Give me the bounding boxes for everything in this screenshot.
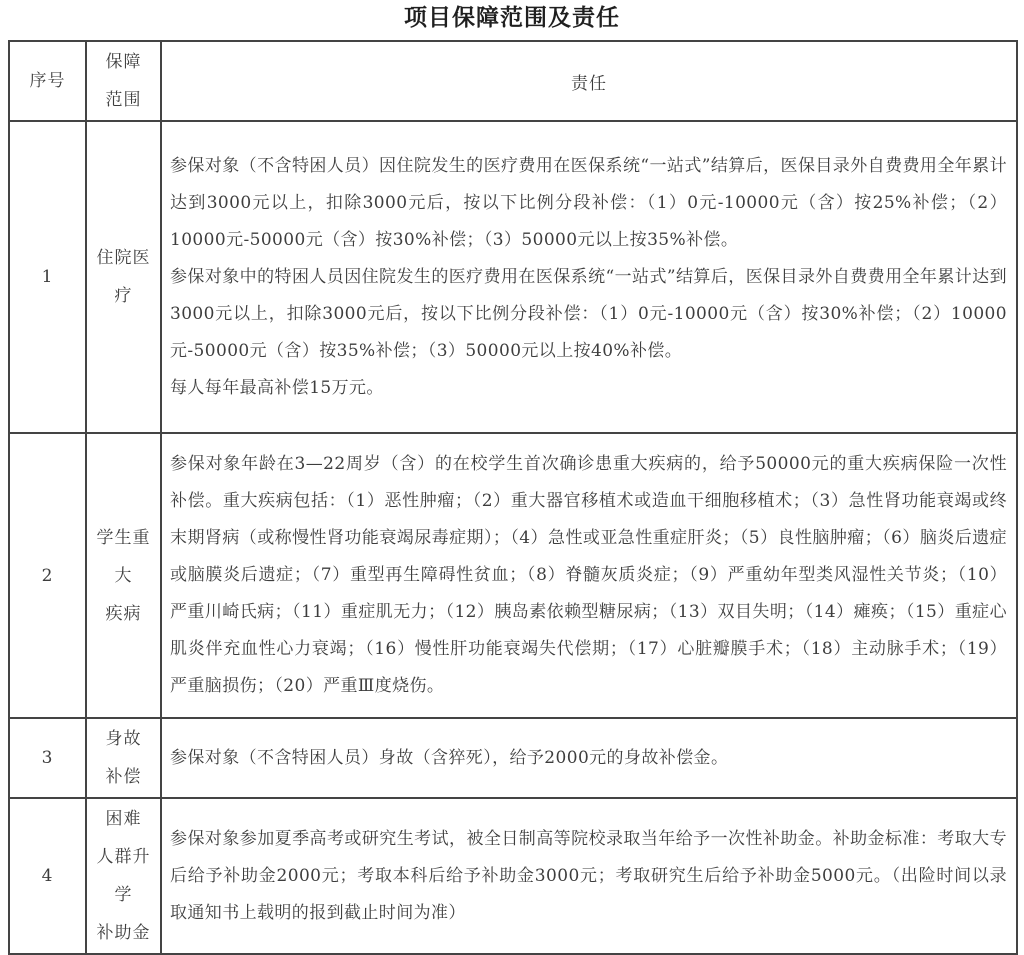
- seq-cell: [9, 433, 86, 718]
- responsibility-paragraph: 参保对象年龄在3—22周岁（含）的在校学生首次确诊患重大疾病的，给予50000元的重大疾病保险一次性补偿。重大疾病包括：（1）恶性肿瘤；（2）重大器官移植术或造血干细胞移植术；（3）急性肾功能衰竭或终末期肾病（或称慢性肾功能衰竭尿毒症期）；（4）急性或亚急性重症肝炎；（5）良性脑肿瘤；（6）脑炎后遗症或脑膜炎后遗症；（7）重型再生障碍性贫血；（8）脊髓灰质炎症；（9）严重幼年型类风湿性关节炎；（10）严重川崎氏病；（11）重症肌无力；（12）胰岛素依赖型糖尿病；（13）双目失明；（14）瘫痪；（15）重症心肌炎伴充血性心力衰竭；（16）慢性肝功能衰竭失代偿期；（17）心脏瓣膜手术；（18）主动脉手术；（19）严重脑损伤；（20）严重Ⅲ度烧伤。: [170, 454, 1007, 696]
- scope-label-line1: 困难: [105, 809, 142, 829]
- seq-cell: [9, 121, 86, 433]
- header-scope-label-line1: 保障: [105, 52, 142, 72]
- responsibility-cell: [161, 433, 1017, 718]
- header-seq-label: 序号: [29, 71, 66, 91]
- scope-label-line1: 身故: [105, 729, 142, 749]
- scope-cell: [86, 798, 161, 954]
- responsibility-paragraph: 参保对象（不含特困人员）因住院发生的医疗费用在医保系统“一站式”结算后，医保目录外自费费用全年累计达到3000元以上，扣除3000元后，按以下比例分段补偿：（1）0元-10000元（含）按25%补偿；（2）10000元-50000元（含）按30%补偿；（3）50000元以上按35%补偿。: [170, 155, 1007, 250]
- table-header-row: [9, 41, 1017, 121]
- responsibility-paragraph: 参保对象（不含特困人员）身故（含猝死），给予2000元的身故补偿金。: [170, 747, 729, 768]
- header-scope-label-line2: 范围: [105, 90, 142, 110]
- scope-cell: [86, 433, 161, 718]
- table-row: [9, 121, 1017, 433]
- scope-label-line2: 疾病: [105, 603, 142, 624]
- header-responsibility-label: 责任: [571, 73, 607, 94]
- seq-value: 2: [41, 565, 54, 586]
- scope-label-line2: 人群升学: [96, 847, 151, 905]
- page-title: 项目保障范围及责任: [404, 4, 620, 31]
- scope-label: 住院医疗: [96, 248, 151, 306]
- responsibility-cell: [161, 718, 1017, 798]
- scope-cell: [86, 121, 161, 433]
- table-row: [9, 798, 1017, 954]
- header-responsibility-cell: [161, 41, 1017, 121]
- seq-cell: [9, 718, 86, 798]
- table-row: [9, 433, 1017, 718]
- header-seq-cell: [9, 41, 86, 121]
- seq-value: 4: [41, 866, 54, 886]
- scope-label-line3: 补助金: [96, 923, 151, 943]
- seq-cell: [9, 798, 86, 954]
- responsibility-cell: [161, 121, 1017, 433]
- coverage-table: [8, 40, 1018, 955]
- responsibility-paragraph: 参保对象中的特困人员因住院发生的医疗费用在医保系统“一站式”结算后，医保目录外自费费用全年累计达到3000元以上，扣除3000元后，按以下比例分段补偿：（1）0元-10000元（含）按30%补偿；（2）10000元-50000元（含）按35%补偿；（3）50000元以上按40%补偿。: [170, 266, 1007, 361]
- scope-label-line1: 学生重大: [96, 527, 151, 586]
- header-scope-cell: [86, 41, 161, 121]
- responsibility-paragraph: 参保对象参加夏季高考或研究生考试，被全日制高等院校录取当年给予一次性补助金。补助金标准：考取大专后给予补助金2000元；考取本科后给予补助金3000元；考取研究生后给予补助金5000元。（出险时间以录取通知书上载明的报到截止时间为准）: [170, 828, 1007, 923]
- responsibility-paragraph: 每人每年最高补偿15万元。: [170, 377, 384, 398]
- table-row: [9, 718, 1017, 798]
- seq-value: 1: [41, 267, 54, 287]
- seq-value: 3: [41, 748, 54, 768]
- scope-cell: [86, 718, 161, 798]
- scope-label-line2: 补偿: [105, 767, 142, 787]
- responsibility-cell: [161, 798, 1017, 954]
